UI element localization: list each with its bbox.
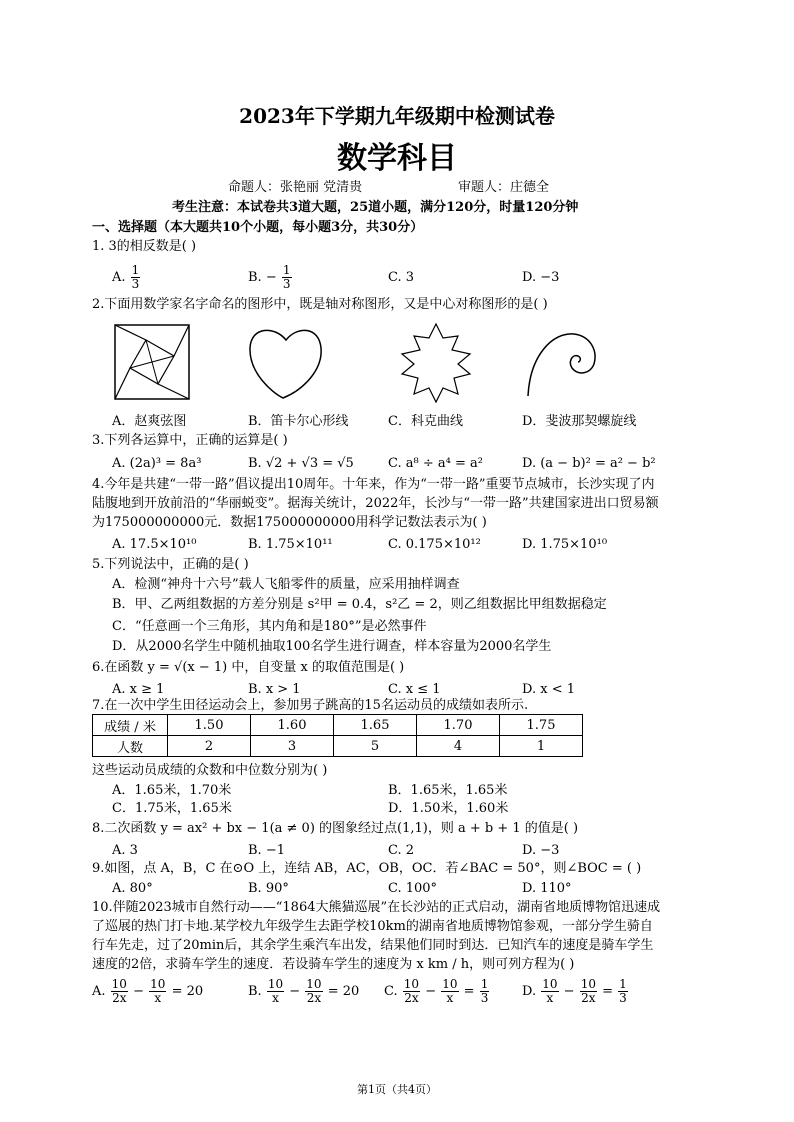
table-cell: 1.70 [417,715,500,736]
question-2-stem: 2.下面用数学家名字命名的图形中，既是轴对称图形，又是中心对称图形的是( ) [92,297,548,312]
q4-option-a: A. 17.5×10¹⁰ [112,537,197,552]
cardioid-figure [245,322,327,402]
q2-option-b: B．笛卡尔心形线 [248,414,349,429]
q3-option-c: C. a⁸ ÷ a⁴ = a² [388,456,483,471]
q6-option-c: C. x ≤ 1 [388,682,441,697]
q8-option-c: C. 2 [388,843,415,858]
q9-option-b: B. 90° [248,881,289,896]
table-cell: 1 [500,736,583,757]
q8-option-a: A. 3 [112,843,138,858]
question-7-stem: 7.在一次中学生田径运动会上，参加男子跳高的15名运动员的成绩如表所示. [92,698,529,713]
reviewer: 审题人：庄德全 [458,180,550,195]
question-10-line-4: 速度的2倍，求骑车学生的速度．若设骑车学生的速度为 x km / h，则可列方程为( ) [92,957,575,972]
q2-option-a: A．赵爽弦图 [112,414,187,429]
question-10-line-1: 10.伴随2023城市自然行动——“1864大熊猫巡展”在长沙站的正式启动，湖南省地质博物馆迅速成 [92,900,661,915]
question-4-line-2: 陆腹地到开放前沿的“华丽蜕变”。据海关统计，2022年，长沙与“一带一路”共建国家进出口贸易额 [92,496,659,511]
q10-option-c: C. $\frac{10}{2x}$ − $\frac{10}{x}$ = $\frac{1}{3}$ [384,977,489,1005]
question-1-stem: 1. 3的相反数是( ) [92,239,197,254]
q5-option-b: B．甲、乙两组数据的方差分别是 s²甲 = 0.4，s²乙 = 2，则乙组数据比甲组数据稳定 [112,597,607,612]
section-heading: 一、选择题（本大题共10个小题，每小题3分，共30分） [92,220,424,235]
question-8-stem: 8.二次函数 y = ax² + bx − 1(a ≠ 0) 的图象经过点(1,1)，则 a + b + 1 的值是( ) [92,821,579,836]
q7-option-a: A．1.65米，1.70米 [112,783,232,798]
question-3-stem: 3.下列各运算中，正确的运算是( ) [92,433,288,448]
question-7-after: 这些运动员成绩的众数和中位数分别为( ) [92,763,328,778]
q10-option-b: B. $\frac{10}{x}$ − $\frac{10}{2x}$ = 20 [248,977,360,1005]
table-cell: 人数 [93,736,168,757]
authors: 命题人：张艳丽 党清贵 [228,180,363,195]
table-cell: 1.60 [251,715,334,736]
q8-option-d: D. −3 [522,843,560,858]
q4-option-c: C. 0.175×10¹² [388,537,481,552]
question-4-line-3: 为175000000000元．数据175000000000用科学记数法表示为( ) [92,515,487,530]
table-cell: 5 [334,736,417,757]
exam-title: 2023年下学期九年级期中检测试卷 [239,104,555,128]
fibonacci-spiral-figure [522,322,602,402]
q1-option-b: B. − $\frac{1}{3}$ [248,263,291,291]
q5-option-a: A．检测“神舟十六号”载人飞船零件的质量，应采用抽样调查 [112,577,460,592]
q3-option-b: B. √2 + √3 = √5 [248,456,354,471]
page-footer: 第1页（共4页） [357,1083,437,1096]
q7-option-c: C．1.75米，1.65米 [112,801,232,816]
q9-option-c: C. 100° [388,881,438,896]
question-6-stem: 6.在函数 y = √(x − 1) 中，自变量 x 的取值范围是( ) [92,660,405,675]
q4-option-b: B. 1.75×10¹¹ [248,537,333,552]
question-9-stem: 9.如图，点 A，B，C 在⊙O 上，连结 AB，AC，OB，OC．若∠BAC = 50°，则∠BOC = ( ) [92,861,642,876]
q4-option-d: D. 1.75×10¹⁰ [522,537,608,552]
q1-option-c: C. 3 [388,270,415,285]
scores-table [92,714,583,757]
q3-option-a: A. (2a)³ = 8a³ [112,456,202,471]
q3-option-d: D. (a − b)² = a² − b² [522,456,656,471]
zhao-shuang-diagram-figure [112,322,192,402]
q2-option-c: C．科克曲线 [388,414,463,429]
question-5-stem: 5.下列说法中，正确的是( ) [92,557,249,572]
q9-option-a: A. 80° [112,881,153,896]
q7-option-d: D．1.50米，1.60米 [388,801,509,816]
table-cell: 1.50 [168,715,251,736]
subject-title: 数学科目 [337,141,457,176]
table-cell: 成绩 / 米 [93,715,168,736]
table-cell: 2 [168,736,251,757]
table-row [93,736,583,757]
table-cell: 4 [417,736,500,757]
q7-option-b: B．1.65米，1.65米 [388,783,508,798]
q6-option-b: B. x > 1 [248,682,301,697]
q5-option-c: C．“任意画一个三角形，其内角和是180°”是必然事件 [112,619,427,634]
q5-option-d: D．从2000名学生中随机抽取100名学生进行调查，样本容量为2000名学生 [112,639,552,654]
q6-option-a: A. x ≥ 1 [112,682,165,697]
q10-option-d: D. $\frac{10}{x}$ − $\frac{10}{2x}$ = $\frac{1}{3}$ [522,977,627,1005]
table-cell: 1.75 [500,715,583,736]
q8-option-b: B. −1 [248,843,285,858]
koch-curve-figure [392,320,480,406]
table-cell: 1.65 [334,715,417,736]
table-row [93,715,583,736]
question-10-line-3: 行车先走，过了20min后，其余学生乘汽车出发，结果他们同时到达．已知汽车的速度是骑车学生 [92,938,654,953]
table-cell: 3 [251,736,334,757]
question-4-line-1: 4.今年是共建“一带一路”倡议提出10周年。十年来，作为“一带一路”重要节点城市，长沙实现了内 [92,477,655,492]
q10-option-a: A. $\frac{10}{2x}$ − $\frac{10}{x}$ = 20 [92,977,204,1005]
q2-option-d: D．斐波那契螺旋线 [522,414,637,429]
q9-option-d: D. 110° [522,881,572,896]
q1-option-d: D. −3 [522,270,560,285]
exam-notice: 考生注意：本试卷共3道大题，25道小题，满分120分，时量120分钟 [172,200,579,215]
q1-option-a: A. $\frac{1}{3}$ [112,263,140,291]
question-10-line-2: 了巡展的热门打卡地.某学校九年级学生去距学校10km的湖南省地质博物馆参观，一部分学生骑自 [92,919,653,934]
q6-option-d: D. x < 1 [522,682,575,697]
